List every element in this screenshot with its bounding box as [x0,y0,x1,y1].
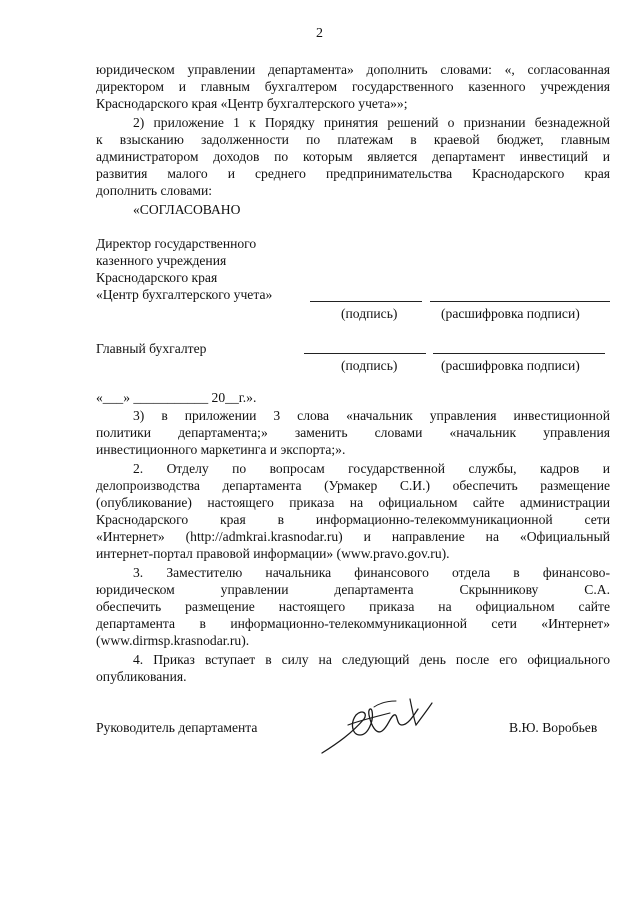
p4-line-5: «Интернет» (http://admkrai.krasnodar.ru) и направление на «Официальный [96,529,610,544]
p5-line-5: (www.dirmsp.krasnodar.ru). [96,633,250,648]
director-decoding-caption: (расшифровка подписи) [441,306,580,321]
head-name: В.Ю. Воробьев [509,720,598,735]
director-signature-line [310,301,422,302]
p4-line-6: интернет-портал правовой информации» (www.pravo.gov.ru). [96,546,450,561]
p6-line-2: опубликования. [96,669,187,684]
page-number: 2 [316,26,323,41]
p5-line-3: обеспечить размещение настоящего приказа на официальном сайте [96,599,610,614]
director-line-1: Директор государственного [96,236,257,251]
accountant-signature-line [304,353,426,354]
p2-line-2: к взысканию задолженности по платежам в краевой бюджет, главным [96,132,610,147]
accountant-decoding-caption: (расшифровка подписи) [441,358,580,373]
p1-line-1: юридическом управлении департамента» дополнить словами: «, согласованная [96,62,610,77]
p4-line-1: 2. Отделу по вопросам государственной службы, кадров и [133,461,610,476]
p1-line-3: Краснодарского края «Центр бухгалтерского учета»»; [96,96,408,111]
p3-line-3: инвестиционного маркетинга и экспорта;». [96,442,346,457]
p3-line-2: политики департамента;» заменить словами «начальник управления [96,425,610,440]
chief-accountant-label: Главный бухгалтер [96,341,207,356]
p2-line-5: дополнить словами: [96,183,213,198]
p6-line-1: 4. Приказ вступает в силу на следующий день после его официального [133,652,610,667]
p5-line-4: департамента в информационно-телекоммуникационной сети «Интернет» [96,616,610,631]
approval-heading: «СОГЛАСОВАНО [133,202,241,217]
p2-line-4: развития малого и среднего предпринимательства Краснодарского края [96,166,610,181]
director-line-4: «Центр бухгалтерского учета» [96,287,273,302]
director-signature-caption: (подпись) [341,306,398,321]
p4-line-3: (опубликование) настоящего приказа на официальном сайте администрации [96,495,610,510]
p1-line-2: директором и главным бухгалтером государственного казенного учреждения [96,79,610,94]
p2-line-3: администратором доходов по которым является департамент инвестиций и [96,149,610,164]
p5-line-2: юридическом управлении департамента Скрынникову С.А. [96,582,610,597]
p5-line-1: 3. Заместителю начальника финансового отдела в финансово- [133,565,610,580]
head-title: Руководитель департамента [96,720,258,735]
p4-line-2: делопроизводства департамента (Урмакер С.И.) обеспечить размещение [96,478,610,493]
handwritten-signature [318,695,438,757]
accountant-signature-caption: (подпись) [341,358,398,373]
p3-line-1: 3) в приложении 3 слова «начальник управления инвестиционной [133,408,610,423]
p4-line-4: Краснодарского края в информационно-телекоммуникационной сети [96,512,610,527]
director-line-3: Краснодарского края [96,270,218,285]
date-line: «___» ___________ 20__г.». [96,390,257,405]
director-decoding-line [430,301,610,302]
accountant-decoding-line [433,353,605,354]
director-line-2: казенного учреждения [96,253,227,268]
p2-line-1: 2) приложение 1 к Порядку принятия решений о признании безнадежной [133,115,610,130]
